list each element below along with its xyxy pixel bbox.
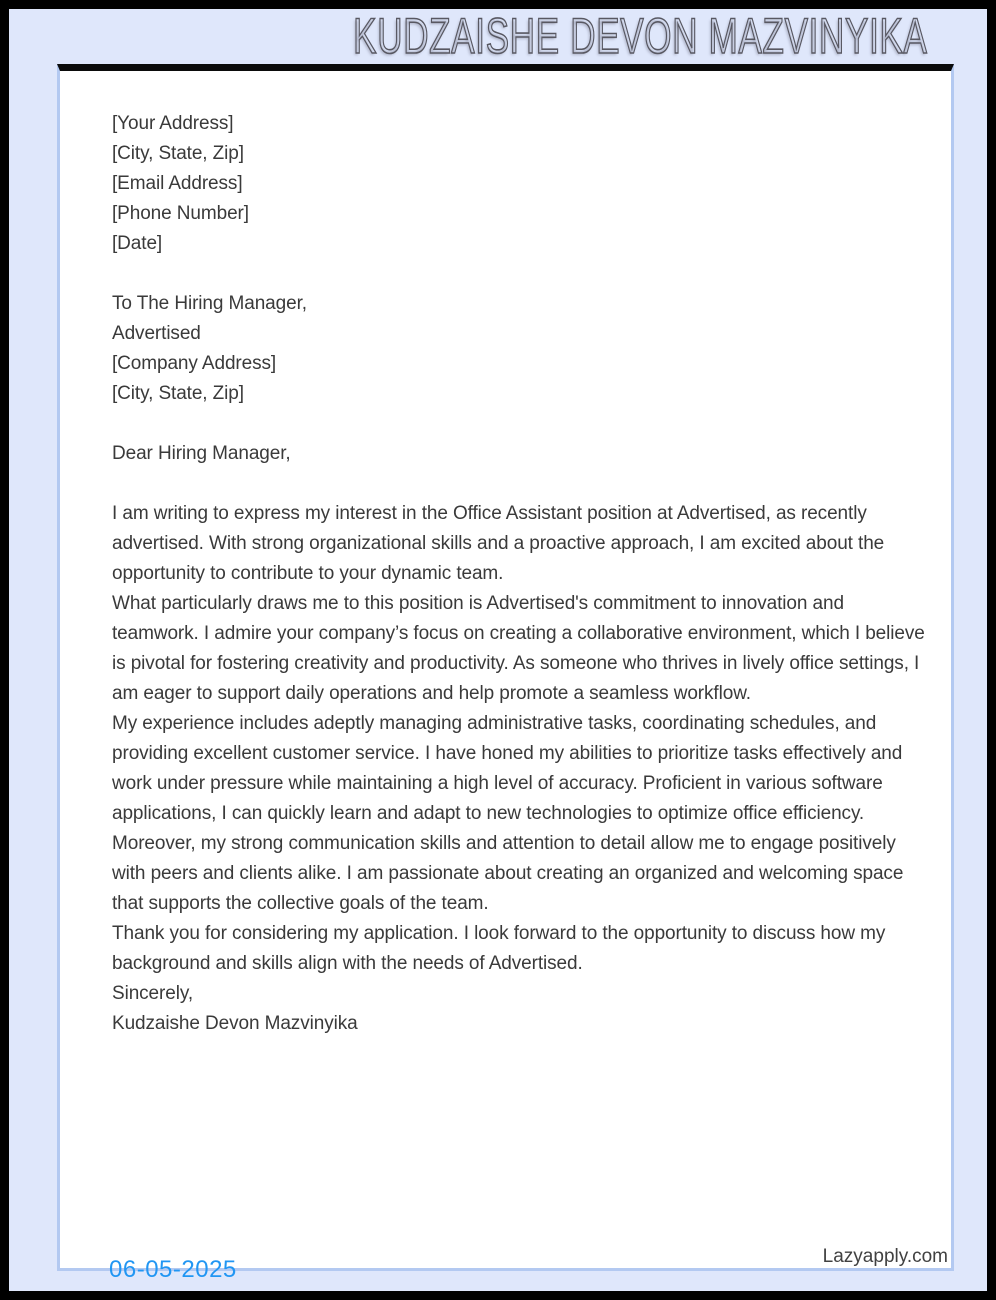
salutation: Dear Hiring Manager, <box>112 443 291 464</box>
sender-address-line: [City, State, Zip] <box>112 143 244 164</box>
signature-name: Kudzaishe Devon Mazvinyika <box>112 1013 358 1034</box>
closing: Sincerely, <box>112 983 194 1004</box>
sender-address-line: [Phone Number] <box>112 203 249 224</box>
body-paragraph-2: What particularly draws me to this position is Advertised's commitment to innovation and teamwork. I admire your company’s focus on creating a collaborative environment, which I believe is pivotal for fostering creativity and productivity. As someone who thrives in lively office settings, I am eager to support daily operations and help promote a seamless workflow. <box>112 593 925 704</box>
body-paragraph-3: My experience includes adeptly managing administrative tasks, coordinating schedules, and providing excellent customer service. I have honed my abilities to prioritize tasks effectively and work under pressure while maintaining a high level of accuracy. Proficient in various software applications, I can quickly learn and adapt to new technologies to optimize office efficiency. <box>112 713 903 824</box>
sender-address-block <box>112 109 925 259</box>
sender-address-line: [Email Address] <box>112 173 243 194</box>
recipient-line: Advertised <box>112 323 201 344</box>
letter-content <box>60 71 951 1039</box>
watermark: Lazyapply.com <box>822 1246 948 1267</box>
signature-block <box>112 979 925 1039</box>
sender-address-line: [Your Address] <box>112 113 234 134</box>
sender-address-line: [Date] <box>112 233 163 254</box>
recipient-address-block <box>112 289 925 409</box>
body-paragraph-1: I am writing to express my interest in the Office Assistant position at Advertised, as recently advertised. With strong organizational skills and a proactive approach, I am excited about the opportunity to contribute to your dynamic team. <box>112 503 885 584</box>
salutation-block <box>112 439 925 469</box>
page-title: KUDZAISHE DEVON MAZVINYIKA <box>353 8 928 64</box>
recipient-line: To The Hiring Manager, <box>112 293 307 314</box>
letter-page <box>57 64 954 1271</box>
recipient-line: [Company Address] <box>112 353 277 374</box>
recipient-line: [City, State, Zip] <box>112 383 244 404</box>
body-paragraph-5: Thank you for considering my application. I look forward to the opportunity to discuss how my background and skills align with the needs of Advertised. <box>112 923 886 974</box>
body-paragraph-4: Moreover, my strong communication skills and attention to detail allow me to engage positively with peers and clients alike. I am passionate about creating an organized and welcoming space that supports the collective goals of the team. <box>112 833 904 914</box>
letter-date: 06-05-2025 <box>109 1256 237 1283</box>
